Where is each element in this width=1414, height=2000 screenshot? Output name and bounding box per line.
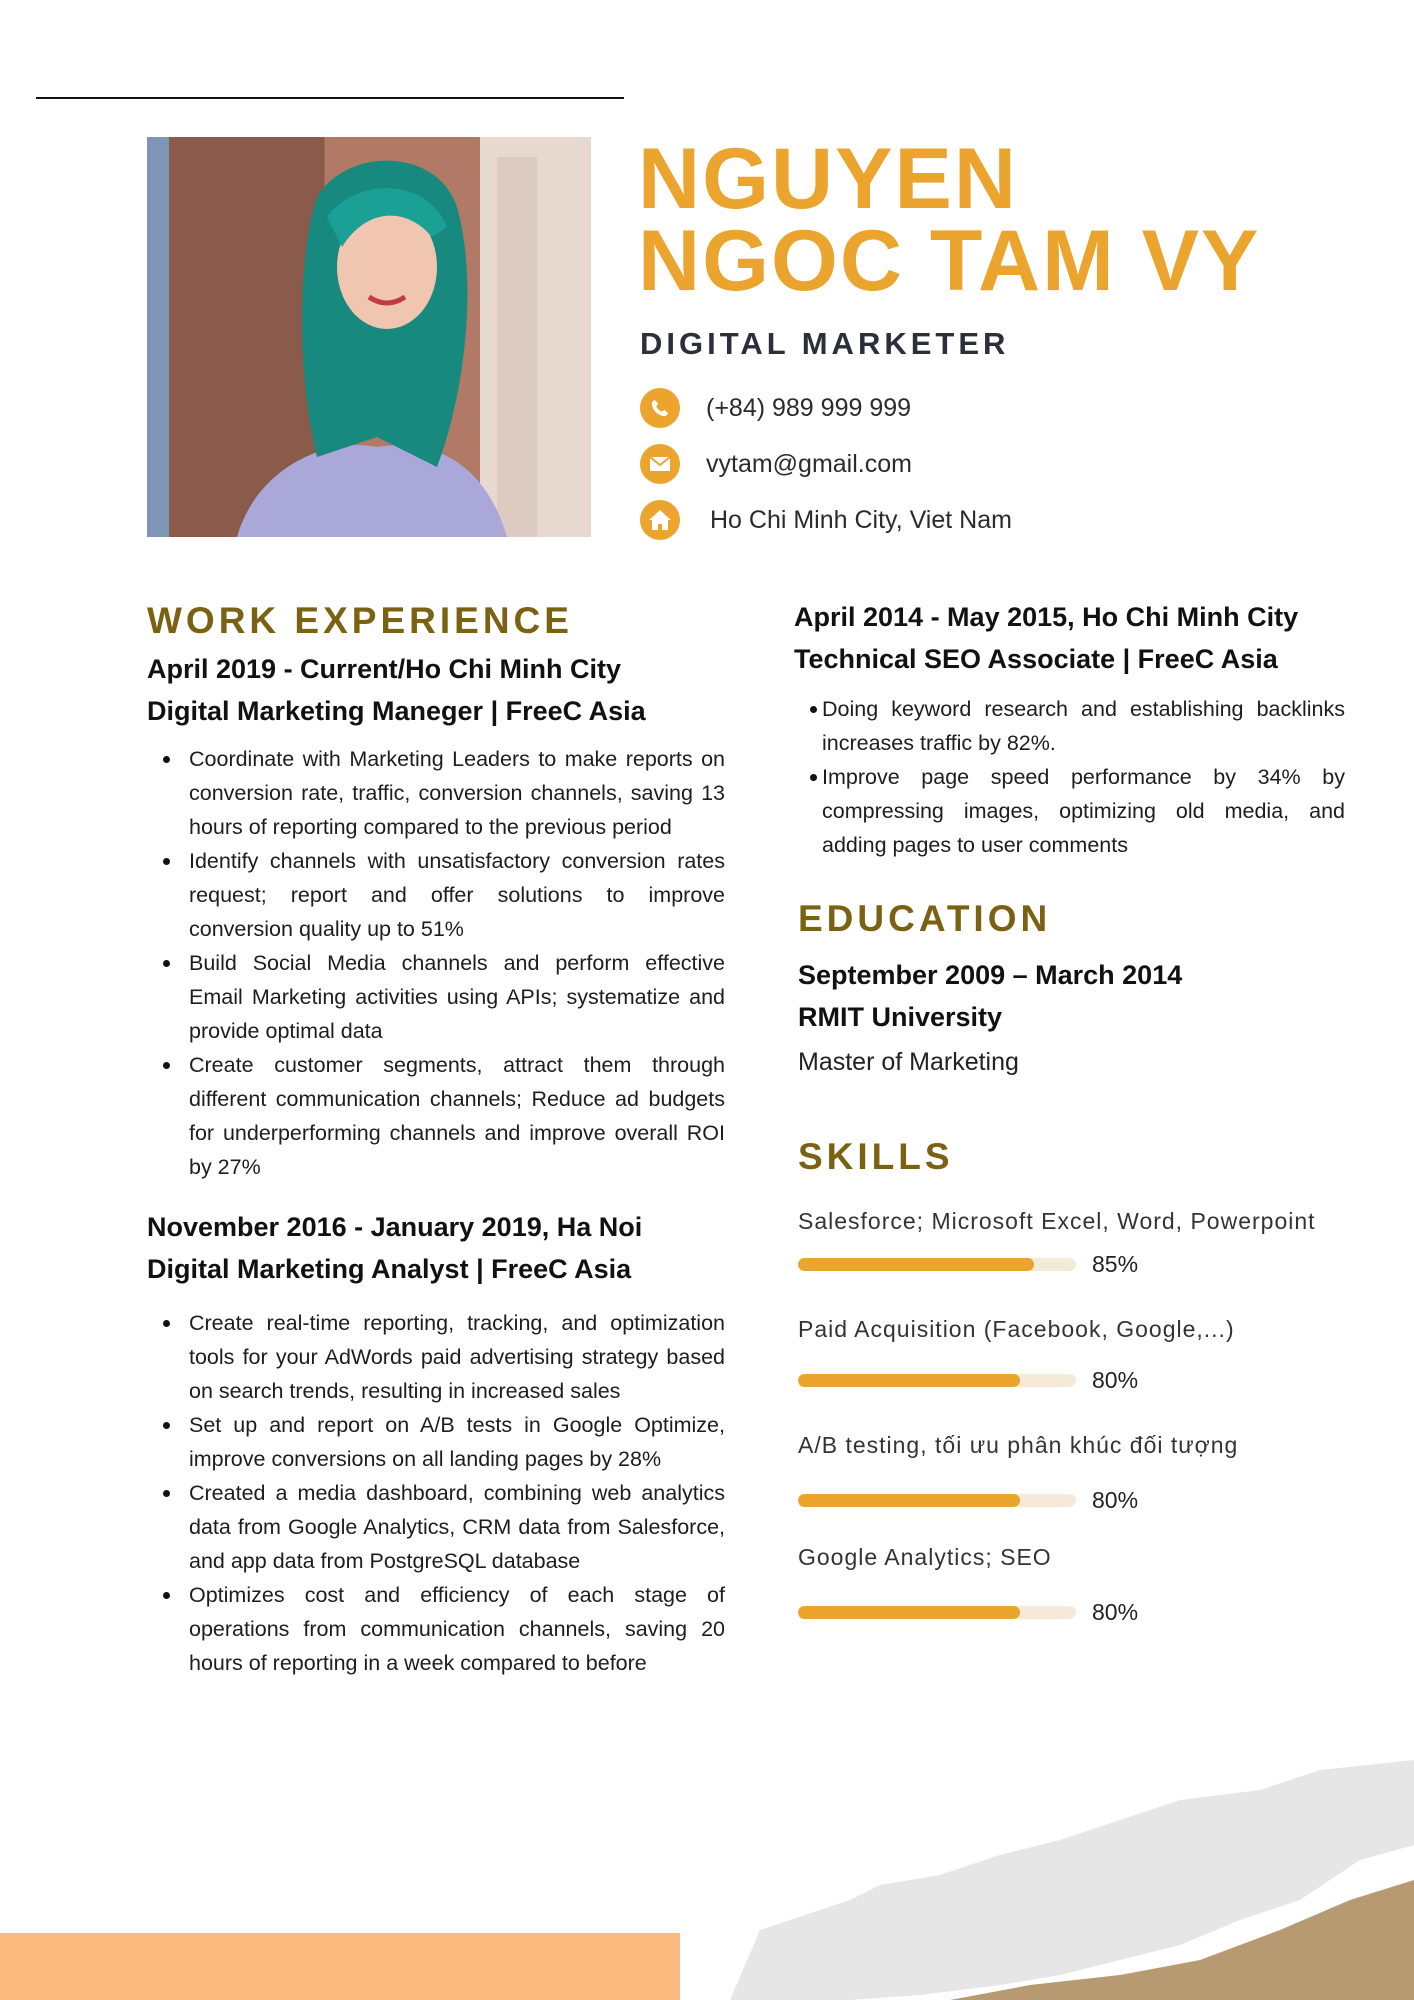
home-icon [640,500,680,540]
work-experience-section [147,600,725,1680]
list-item: Create customer segments, attract them through different communication channels; Reduce ad budgets for underperforming channels and improve overall ROI by 27% [147,1048,725,1184]
footer-band [0,1933,680,2000]
contact-email [640,444,912,484]
job-title: DIGITAL MARKETER [640,326,1010,361]
job-period: November 2016 - January 2019, Ha Noi [147,1212,643,1242]
email-text: vytam@gmail.com [706,449,912,478]
address-text: Ho Chi Minh City, Viet Nam [710,505,1012,534]
education-period: September 2009 – March 2014 [798,960,1183,990]
list-item: Optimizes cost and efficiency of each stage of operations from communication channels, saving 20 hours of reporting in a week compared to before [147,1578,725,1680]
skill-item [798,1544,1138,1626]
list-item: Build Social Media channels and perform effective Email Marketing activities using APIs; systematize and provide optimal data [147,946,725,1048]
contact-phone [640,388,911,428]
list-item: Create real-time reporting, tracking, and optimization tools for your AdWords paid advertising strategy based on search trends, resulting in increased sales [147,1306,725,1408]
job-role: Technical SEO Associate | FreeC Asia [794,644,1278,674]
skill-progress-fill [798,1606,1020,1619]
phone-text: (+84) 989 999 999 [706,393,912,422]
education-section [798,898,1349,1077]
skill-progress-bar [798,1606,1076,1619]
contact-address [640,500,1012,540]
job-bullets [147,742,725,1184]
list-item: Identify channels with unsatisfactory conversion rates request; report and offer solutions to improve conversion quality up to 51% [147,844,725,946]
job-period: April 2014 - May 2015, Ho Chi Minh City [794,602,1299,632]
skill-percent: 80% [1092,1367,1139,1393]
skill-progress-bar [798,1494,1076,1507]
education-heading: EDUCATION [798,898,1052,939]
list-item: Created a media dashboard, combining web analytics data from Google Analytics, CRM data from Salesforce, and app data from PostgreSQL database [147,1476,725,1578]
skill-item [798,1432,1238,1514]
divider-line [36,97,624,99]
skill-item [798,1208,1316,1278]
mail-icon [640,444,680,484]
list-item: Coordinate with Marketing Leaders to make reports on conversion rate, traffic, conversion channels, saving 13 hours of reporting compared to the previous period [147,742,725,844]
job-role: Digital Marketing Analyst | FreeC Asia [147,1254,632,1284]
skill-percent: 80% [1092,1599,1139,1625]
skill-label: Salesforce; Microsoft Excel, Word, Powerpoint [798,1208,1316,1234]
phone-icon [640,388,680,428]
education-school: RMIT University [798,1002,1003,1032]
skills-heading: SKILLS [798,1136,954,1177]
torn-paper-decoration [700,1760,1414,2000]
skill-progress-fill [798,1374,1020,1387]
skill-progress-fill [798,1258,1034,1271]
skill-percent: 80% [1092,1487,1139,1513]
skill-label: Paid Acquisition (Facebook, Google,...) [798,1316,1235,1342]
list-item: Doing keyword research and establishing backlinks increases traffic by 82%. [794,692,1345,760]
work-experience-heading: WORK EXPERIENCE [147,600,573,641]
name-line-1: NGUYEN [638,131,1018,227]
skill-item [798,1316,1235,1394]
job-role: Digital Marketing Maneger | FreeC Asia [147,696,646,726]
skill-percent: 85% [1092,1251,1139,1277]
job-bullets [794,692,1345,862]
skills-section [798,1136,1398,1625]
skill-label: A/B testing, tối ưu phân khúc đối tượng [798,1432,1239,1458]
job-bullets [147,1306,725,1680]
skill-progress-fill [798,1494,1020,1507]
seo-job [794,596,1345,862]
skill-label: Google Analytics; SEO [798,1544,1052,1570]
candidate-name [638,131,1261,309]
skill-progress-bar [798,1374,1076,1387]
profile-photo [147,137,591,537]
name-line-2: NGOC TAM VY [638,213,1261,309]
job-period: April 2019 - Current/Ho Chi Minh City [147,654,622,684]
list-item: Set up and report on A/B tests in Google Optimize, improve conversions on all landing pages by 28% [147,1408,725,1476]
skill-progress-bar [798,1258,1076,1271]
education-degree: Master of Marketing [798,1048,1019,1076]
list-item: Improve page speed performance by 34% by compressing images, optimizing old media, and adding pages to user comments [794,760,1345,862]
